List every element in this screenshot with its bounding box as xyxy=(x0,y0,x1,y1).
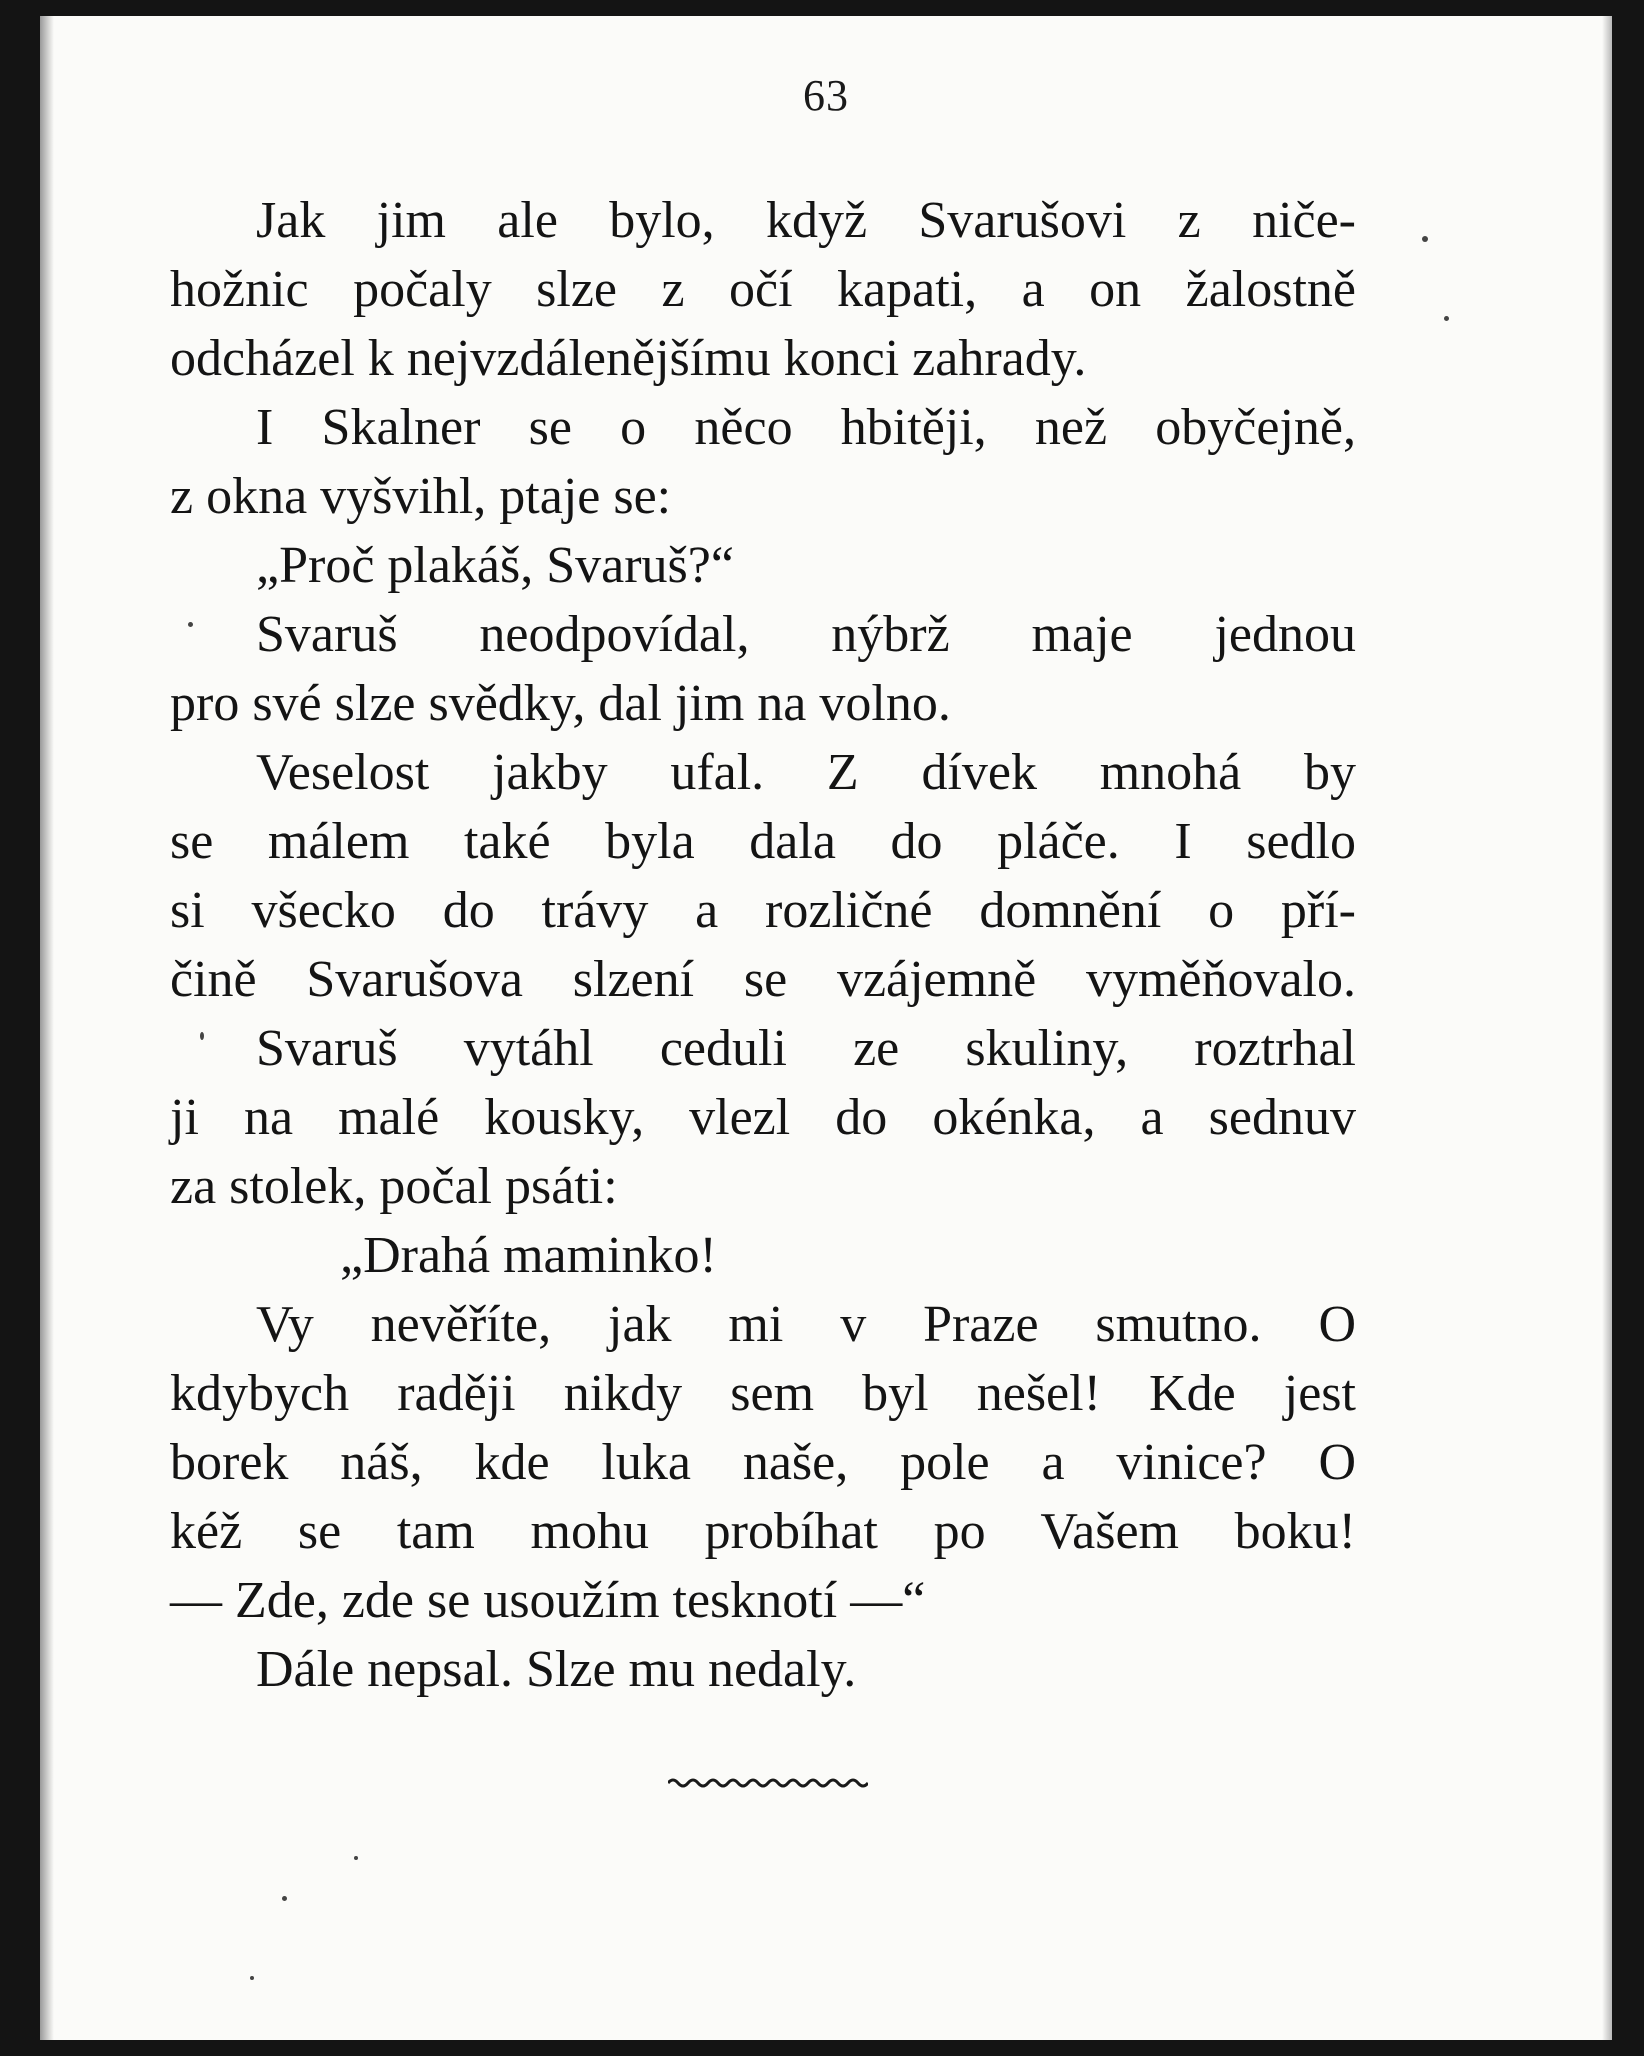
text-line: čině Svarušova slzení se vzájemně vyměňovalo. xyxy=(170,951,1356,1008)
paper-speck xyxy=(1422,236,1428,242)
page-number: 63 xyxy=(803,71,849,120)
text-line: „Drahá maminko! xyxy=(340,1227,717,1284)
text-line: Dále nepsal. Slze mu nedaly. xyxy=(256,1641,857,1698)
paper-speck xyxy=(282,1896,287,1901)
text-line: pro své slze svědky, dal jim na volno. xyxy=(170,675,951,732)
text-line: ji na malé kousky, vlezl do okénka, a sednuv xyxy=(170,1089,1356,1146)
text-line: Veselost jakby ufal. Z dívek mnohá by xyxy=(256,744,1356,801)
text-line: kéž se tam mohu probíhat po Vašem boku! xyxy=(170,1503,1356,1560)
text-line: odcházel k nejvzdálenějšímu konci zahrady. xyxy=(170,330,1087,387)
paper-speck xyxy=(354,1856,358,1860)
spine-shadow xyxy=(40,16,54,2040)
text-line: Svaruš neodpovídal, nýbrž maje jednou xyxy=(256,606,1356,663)
paper-speck xyxy=(188,622,193,627)
text-line: Svaruš vytáhl ceduli ze skuliny, roztrhal xyxy=(256,1020,1356,1077)
text-line: Vy nevěříte, jak mi v Praze smutno. O xyxy=(256,1296,1356,1353)
closing-ornament xyxy=(668,1776,868,1790)
text-line: — Zde, zde se usoužím tesknotí —“ xyxy=(170,1572,926,1629)
text-line: I Skalner se o něco hbitěji, než obyčejně, xyxy=(256,399,1356,456)
paper-speck xyxy=(250,1976,254,1980)
text-line: Jak jim ale bylo, když Svarušovi z niče- xyxy=(256,192,1356,249)
paper-speck xyxy=(1444,316,1449,321)
body-text xyxy=(170,186,1356,1704)
text-line: hožnic počaly slze z očí kapati, a on žalostně xyxy=(170,261,1356,318)
text-line: se málem také byla dala do pláče. I sedlo xyxy=(170,813,1356,870)
text-line: kdybych raději nikdy sem byl nešel! Kde jest xyxy=(170,1365,1356,1422)
text-line: si všecko do trávy a rozličné domnění o pří- xyxy=(170,882,1356,939)
book-page xyxy=(40,16,1612,2040)
text-line: „Proč plakáš, Svaruš?“ xyxy=(256,537,734,594)
text-line: z okna vyšvihl, ptaje se: xyxy=(170,468,672,525)
paper-speck xyxy=(200,1032,204,1040)
page-edge-shadow xyxy=(1602,16,1612,2040)
text-line: za stolek, počal psáti: xyxy=(170,1158,618,1215)
text-line: borek náš, kde luka naše, pole a vinice? O xyxy=(170,1434,1356,1491)
